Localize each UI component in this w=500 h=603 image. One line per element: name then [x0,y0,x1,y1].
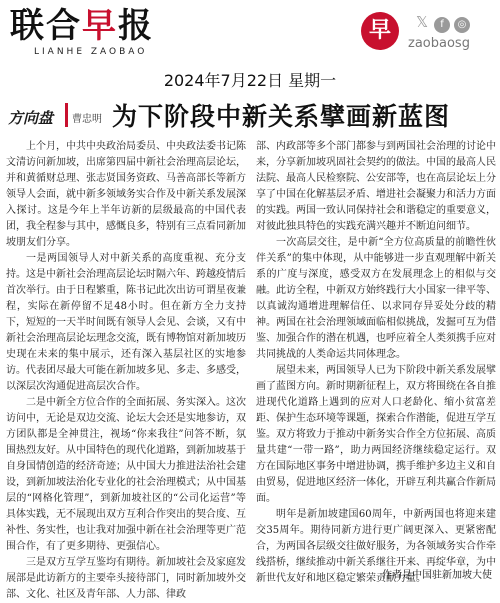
paragraph: 一次高层交往，是中新“全方位高质量的前瞻性伙伴关系”的集中体现，从中能够进一步直观理解中新关系的广度与深度，感受双方在发展理念上的相似与交融。此访全程，中新双方始终践行大小国家一律平等、以真诚沟通增进理解信任、以求同存异妥处分歧的精神。两国在社会治理领域面临相似挑战，发掘可互为借鉴、加强合作的潜在机遇，也呼应着全人类须携手应对共同挑战的人类命运共同体理念。 [256,237,496,360]
logo-text-accent: 早 [82,6,118,46]
newspaper-logo[interactable] [10,6,154,46]
column-divider [65,103,68,127]
paragraph: 展望未来，两国领导人已为下阶段中新关系发展擘画了蓝图方向。新时期新征程上，双方将围绕在各自推进现代化道路上遇到的应对人口老龄化、缩小贫富差距、保护生态环境等课题，探索合作潜能，促进互学互鉴。双方将致力于推动中新务实合作全方位拓展、高质量共建“一带一路”，助力两国经济继续稳定运行。双方在国际地区事务中增进协调，携手维护多边主义和自由贸易，促进地区经济一体化，开辟互利共赢合作新局面。 [256,365,496,504]
masthead [0,0,500,62]
article-headline: 为下阶段中新关系擘画新蓝图 [112,102,451,131]
paragraph: 一是两国领导人对中新关系的高度重视、充分支持。这是中新社会治理高层论坛时隔六年、跨越疫情后首次举行。由于日程繁重，陈书记此次出访可谓星夜兼程，实际在新停留不足48小时。但在新方全力支持下，短短的一天半时间既有领导人会见、会谈，又有中新社会治理高层论坛理念交流，既有博物馆对新加坡历史现在未来的集中展示，还有深入基层社区的实地参访。代表团尽最大可能在新加坡多见、多走、多感受，以深层次沟通促进高层次合作。 [6,253,246,392]
logo-text-post: 报 [118,6,154,46]
x-icon[interactable]: 𝕏 [415,13,429,31]
publication-date: 2024年7月22日 星期一 [163,71,337,90]
paragraph: 三是双方互学互鉴均有期待。新加坡社会及家庭发展部是此访新方的主要牵头接待部门，同时新加坡外交部、文化、社区及青年部、人力部、律政 [6,557,246,600]
paragraph: 部、内政部等多个部门都参与到两国社会治理的讨论中来，分享新加坡巩固社会契约的做法。中国的最高人民法院、最高人民检察院、公安部等，也在高层论坛上分享了中国在化解基层矛盾、增进社会凝聚力和活力方面的实践。两国一致认同保持社会和谐稳定的重要意义，对彼此独具特色的实践充满兴趣并不断迫问细节。 [256,141,496,232]
zao-badge-icon: 早 [361,12,399,50]
logo-text-pre: 联合 [10,6,82,46]
column-label: 方向盘 [8,109,54,127]
paragraph: 明年是新加坡建国60周年，中新两国也将迎来建交35周年。期待同新方进行更广阔更深入、更紧密配合，为两国各层级交往做好服务，为各领域务实合作牵线搭桥，继续推动中新关系继往开来、再绽华章，为中新世代友好和地区稳定繁荣贡献力量。 [256,509,496,584]
social-handle: zaobaosg [408,36,470,51]
social-links [414,12,474,33]
instagram-icon[interactable]: ◎ [454,17,470,33]
article-column-right [256,139,496,587]
article-column-left [6,139,246,603]
paragraph: 二是中新全方位合作的全面拓展、务实深入。这次访问中，无论是双边交流、论坛大会还是实地参访，双方团队都是全神贯注，视场“你来我往”问答不断，氛围热烈友好。从中国特色的现代化道路，到新加坡基于自身国情创造的经济奇迹；从中国大力推进法治社会建设，到新加坡法治化专业化的社会治理模式；从中国基层的“网格化管理”，到新加坡社区的“公司化运营”等具体实践，无不展现出双方互利合作突出的契合度、互补性、务实性，也让我对加强中新在社会治理等更广范围合作，有了更多期待、更强信心。 [6,397,246,552]
logo-english: LIANHE ZAOBAO [34,47,148,57]
author-credit: 作者是中国驻新加坡大使 [382,570,492,581]
author-name: 曹忠明 [72,114,102,125]
paragraph: 上个月，中共中央政治局委员、中央政法委书记陈文清访问新加坡，出席第四届中新社会治理高层论坛，并和黄循财总理、张志贤国务资政、马善高部长等新方领导人会面，就中新多领域务实合作及中新关系发展深入探讨。这是今年上半年访新的层级最高的中国代表团，我全程参与其中，感慨良多，特别有三点看同新加坡朋友们分享。 [6,141,246,248]
facebook-icon[interactable]: f [434,17,450,33]
